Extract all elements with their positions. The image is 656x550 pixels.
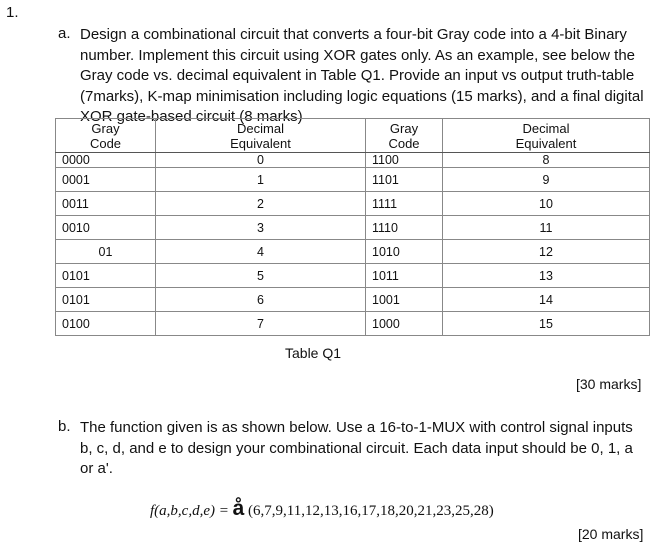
table-cell: 12 (443, 240, 650, 264)
table-cell: 1000 (366, 312, 443, 336)
header-line: Decimal (237, 121, 284, 136)
part-b-label: b. (58, 418, 71, 435)
part-b-text (80, 418, 633, 480)
table-row (56, 216, 650, 240)
part-b-line: or a'. (80, 460, 113, 477)
header-gray-code-2 (366, 119, 443, 153)
table-caption: Table Q1 (285, 345, 342, 361)
table-cell: 15 (443, 312, 650, 336)
table-cell: 14 (443, 288, 650, 312)
header-line: Code (388, 136, 420, 151)
header-line: Equivalent (230, 136, 291, 151)
table-cell: 1010 (366, 240, 443, 264)
table-cell: 0000 (56, 153, 156, 168)
table-cell: 8 (443, 153, 650, 168)
table-row (56, 153, 650, 168)
table-cell: 1110 (366, 216, 443, 240)
part-a-label: a. (58, 25, 71, 42)
table-cell: 1100 (366, 153, 443, 168)
table-cell: 0101 (56, 288, 156, 312)
table-cell: 10 (443, 192, 650, 216)
header-decimal-2 (443, 119, 650, 153)
table-header-row (56, 119, 650, 153)
table-row (56, 192, 650, 216)
table-row (56, 240, 650, 264)
table-row (56, 168, 650, 192)
part-a-text (80, 25, 644, 128)
table-cell: 1001 (366, 288, 443, 312)
part-a-line: number. Implement this circuit using XOR gates only. As an example, see below the (80, 46, 635, 64)
table-cell: 6 (156, 288, 366, 312)
table-cell: 7 (156, 312, 366, 336)
sum-symbol: å (232, 497, 245, 520)
table-cell: 1101 (366, 168, 443, 192)
part-b-line: The function given is as shown below. Use a 16-to-1-MUX with control signal inputs (80, 419, 633, 436)
table-cell: 1111 (366, 192, 443, 216)
table-cell: 0100 (56, 312, 156, 336)
table-cell: 13 (443, 264, 650, 288)
table-cell: 9 (443, 168, 650, 192)
header-gray-code-1 (56, 119, 156, 153)
table-cell: 3 (156, 216, 366, 240)
table-row (56, 288, 650, 312)
header-decimal-1 (156, 119, 366, 153)
header-line: Decimal (522, 121, 570, 136)
table-cell: 5 (156, 264, 366, 288)
table-cell: 11 (443, 216, 650, 240)
part-b-marks: [20 marks] (578, 526, 644, 542)
question-number: 1. (6, 4, 19, 21)
header-line: Gray (91, 121, 120, 136)
part-b-line: b, c, d, and e to design your combinational circuit. Each data input should be 0, 1, a (80, 439, 633, 457)
part-a-line: XOR gate-based circuit (8 marks) (80, 108, 303, 125)
part-a-line: Design a combinational circuit that converts a four-bit Gray code into a 4-bit Binary (80, 26, 627, 43)
formula-lhs: f(a,b,c,d,e) = (150, 503, 229, 519)
table-cell: 4 (156, 240, 366, 264)
part-a-line: Gray code vs. decimal equivalent in Table Q1. Provide an input vs output truth-table (80, 67, 635, 84)
table-cell: 0010 (56, 216, 156, 240)
gray-code-table (55, 118, 650, 336)
table-cell: 0001 (56, 168, 156, 192)
table-cell: 0 (156, 153, 366, 168)
table-cell: 2 (156, 192, 366, 216)
function-formula (150, 497, 494, 521)
header-line: Gray (389, 121, 419, 136)
table-row (56, 264, 650, 288)
table-cell: 1011 (366, 264, 443, 288)
table-cell: 0101 (56, 264, 156, 288)
table-row (56, 312, 650, 336)
table-cell: 1 (156, 168, 366, 192)
table-cell: 0011 (56, 192, 156, 216)
header-line: Code (89, 136, 122, 151)
table-cell: 01 (56, 240, 156, 264)
part-a-line: (7marks), K-map minimisation including logic equations (15 marks), and a final digital (80, 87, 644, 105)
header-line: Equivalent (515, 136, 577, 151)
formula-minterms: (6,7,9,11,12,13,16,17,18,20,21,23,25,28) (248, 503, 494, 519)
part-a-marks: [30 marks] (576, 376, 642, 392)
